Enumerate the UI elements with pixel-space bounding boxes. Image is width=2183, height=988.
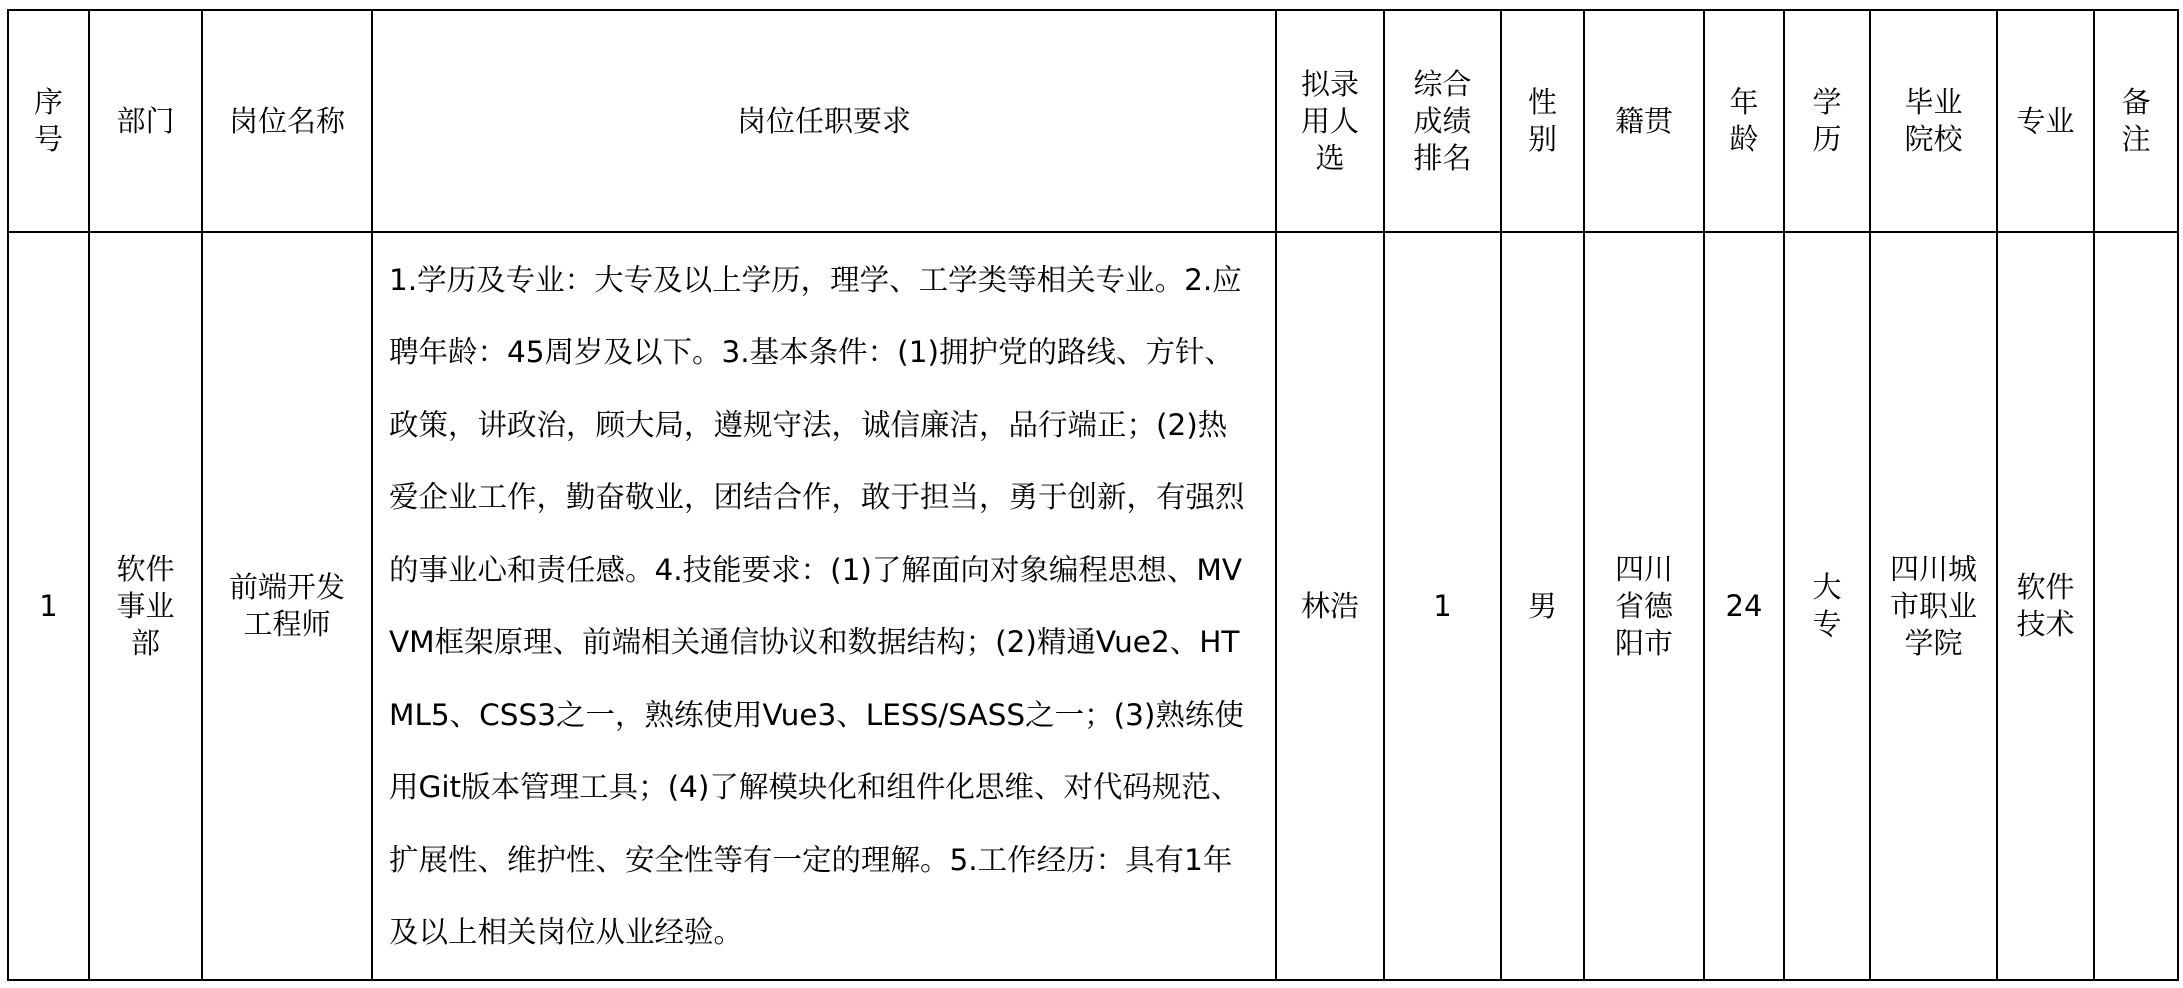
header-candidate: 拟录 用人 选 <box>1276 10 1384 232</box>
cell-education: 大 专 <box>1784 232 1870 980</box>
recruitment-table <box>7 9 2179 981</box>
header-requirements: 岗位任职要求 <box>372 10 1276 232</box>
header-position: 岗位名称 <box>202 10 372 232</box>
header-age: 年 龄 <box>1704 10 1784 232</box>
cell-dept: 软件 事业 部 <box>89 232 202 980</box>
cell-major: 软件 技术 <box>1997 232 2094 980</box>
cell-candidate: 林浩 <box>1276 232 1384 980</box>
header-gender: 性 别 <box>1501 10 1584 232</box>
cell-seq: 1 <box>8 232 89 980</box>
header-dept: 部门 <box>89 10 202 232</box>
header-row <box>8 10 2178 232</box>
table-row <box>8 232 2178 980</box>
cell-gender: 男 <box>1501 232 1584 980</box>
cell-age: 24 <box>1704 232 1784 980</box>
header-major: 专业 <box>1997 10 2094 232</box>
header-rank: 综合 成绩 排名 <box>1384 10 1501 232</box>
header-origin: 籍贯 <box>1584 10 1704 232</box>
header-seq: 序 号 <box>8 10 89 232</box>
cell-remark <box>2094 232 2178 980</box>
header-school: 毕业 院校 <box>1870 10 1997 232</box>
header-remark: 备 注 <box>2094 10 2178 232</box>
cell-position: 前端开发 工程师 <box>202 232 372 980</box>
cell-origin: 四川 省德 阳市 <box>1584 232 1704 980</box>
cell-rank: 1 <box>1384 232 1501 980</box>
header-education: 学 历 <box>1784 10 1870 232</box>
cell-school: 四川城 市职业 学院 <box>1870 232 1997 980</box>
cell-requirements: 1.学历及专业：大专及以上学历，理学、工学类等相关专业。2.应聘年龄：45周岁及以下。3.基本条件：(1)拥护党的路线、方针、政策，讲政治，顾大局，遵规守法，诚信廉洁，品行端正；(2)热爱企业工作，勤奋敬业，团结合作，敢于担当，勇于创新，有强烈的事业心和责任感。4.技能要求：(1)了解面向对象编程思想、MVVM框架原理、前端相关通信协议和数据结构；(2)精通Vue2、HTML5、CSS3之一，熟练使用Vue3、LESS/SASS之一；(3)熟练使用Git版本管理工具；(4)了解模块化和组件化思维、对代码规范、扩展性、维护性、安全性等有一定的理解。5.工作经历：具有1年及以上相关岗位从业经验。 <box>372 232 1276 980</box>
